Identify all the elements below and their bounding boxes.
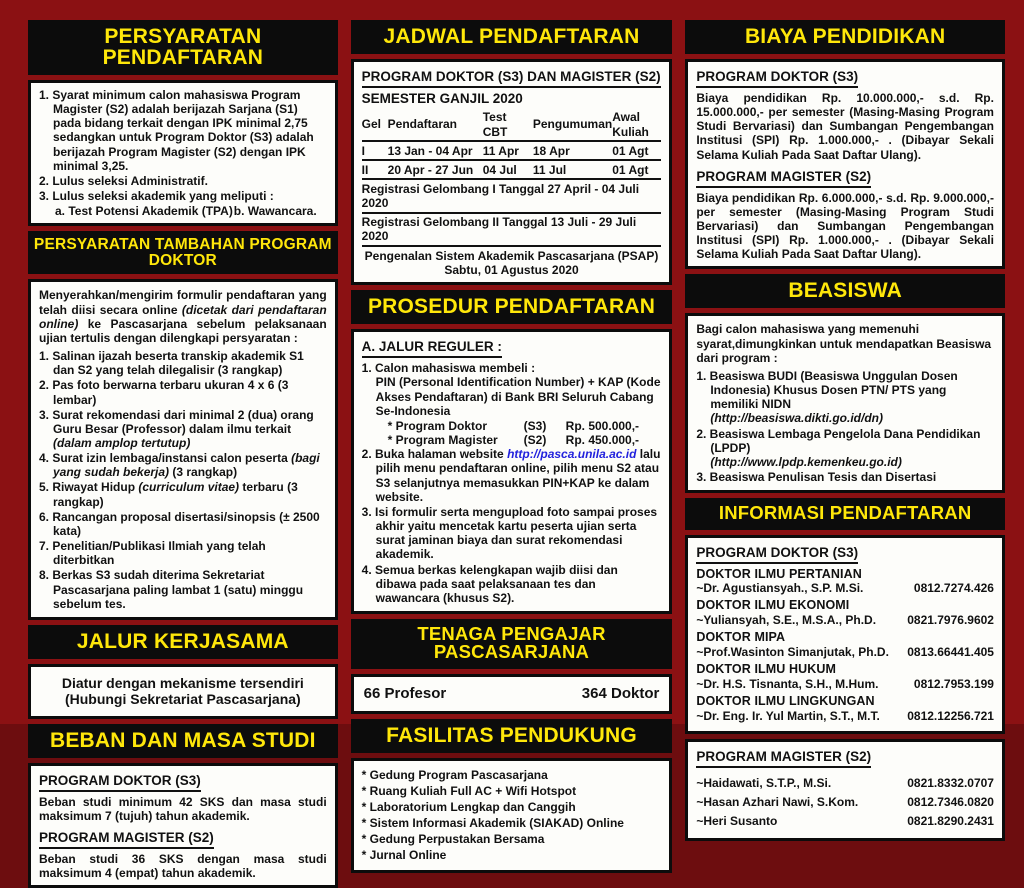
price-program: * Program Doktor [387,418,488,433]
section-header-persyaratan-pendaftaran: PERSYARATAN PENDAFTARAN [28,20,338,75]
jadwal-table-row [362,141,662,160]
contact-program: DOKTOR ILMU EKONOMI [696,598,850,613]
contact-program: DOKTOR ILMU LINGKUNGAN [696,694,875,709]
scholarship-url: (http://beasiswa.dikti.go.id/dn) [710,411,883,426]
col-gel: Gel [362,109,388,141]
profesor-count: 66 Profesor [363,684,447,702]
contact-program: DOKTOR ILMU HUKUM [696,662,836,677]
info-magister-panel [685,739,1005,841]
beasiswa-item: 3. Beasiswa Penulisan Tesis dan Disertasi [696,469,937,484]
right-column [685,20,1005,829]
col-pendaftaran: Pendaftaran [388,109,483,141]
prosedur-item-4: 4. Semua berkas kelengkapan wajib diisi dan dibawa pada saat pelaksanaan tes dan wawancara (khusus S2). [361,562,618,605]
contact-phone: 0821.8332.0707 [907,776,994,790]
beasiswa-item: 2. Beasiswa Lembaga Pengelola Dana Pendidikan (LPDP) (http://www.lpdp.kemenkeu.go.id) [696,426,981,469]
beasiswa-intro: Bagi calon mahasiswa yang memenuhi syarat,dimungkinkan untuk mendapatkan Beasiswa dari program : [696,322,992,365]
contact-entry [696,598,994,627]
contact-program: DOKTOR MIPA [696,630,786,645]
website-link[interactable]: http://pasca.unila.ac.id [507,447,637,462]
contact-entry [696,630,994,659]
contact-name: ~Dr. Agustiansyah., S.P. M.Si. [696,581,864,596]
persyaratan-items [39,88,327,203]
contact-name: ~Heri Susanto [696,814,778,829]
price-amount: Rp. 500.000,- [565,418,640,433]
section-header-tenaga-pengajar: TENAGA PENGAJAR PASCASARJANA [351,619,673,669]
tambahan-item: 6. Rancangan proposal disertasi/sinopsis (± 2500 kata) [39,509,320,538]
contact-row [696,776,994,790]
price-row [362,433,662,447]
section-header-jadwal-pendaftaran: JADWAL PENDAFTARAN [351,20,673,54]
section-header-beasiswa: BEASISWA [685,274,1005,308]
registrasi-gelombang-2: Registrasi Gelombang II Tanggal 13 Juli - 29 Juli 2020 [362,214,662,247]
cell-test-cbt: 11 Apr [483,141,533,160]
doktor-count: 364 Doktor [581,684,660,702]
info-magister-heading: PROGRAM MAGISTER (S2) [696,749,871,768]
beasiswa-panel [685,313,1005,493]
fasilitas-pendukung-panel [351,758,673,873]
cell-pengumuman: 11 Jul [533,160,612,179]
tambahan-items [39,349,327,611]
contact-row [696,645,994,659]
requirement-item: 2. Lulus seleksi Administratif. [39,173,208,188]
beban-masa-studi-panel [28,763,338,888]
beasiswa-item: 1. Beasiswa BUDI (Beasiswa Unggulan Dosen Indonesia) Khusus Dosen PTN/ PTS yang memiliki NIDN (http://beasiswa.dikti.go.id/dn) [696,368,958,426]
fasilitas-item: * Laboratorium Lengkap dan Canggih [361,799,576,814]
left-column [28,20,338,881]
contact-row [696,795,994,809]
jadwal-pendaftaran-panel [351,59,673,285]
section-header-prosedur-pendaftaran: PROSEDUR PENDAFTARAN [351,290,673,324]
contact-row [696,709,994,723]
prosedur-item-1: 1. Calon mahasiswa membeli : PIN (Personal Identification Number) + KAP (Kode Akses Pendaftaran) di Bank BRI Seluruh Cabang Se-Indonesia [361,361,661,418]
jadwal-table-body [362,141,662,179]
prosedur-item-3: 3. Isi formulir serta mengupload foto sampai proses akhir yaitu mencetak kartu peserta ujian serta surat jaminan biaya dan surat rekomendasi akademik. [361,504,658,562]
contact-name: ~Yuliansyah, S.E., M.S.A., Ph.D. [696,613,877,628]
persyaratan-pendaftaran-panel [28,80,338,226]
price-amount: Rp. 450.000,- [565,433,640,448]
contact-name: ~Dr. Eng. Ir. Yul Martin, S.T., M.T. [696,708,880,723]
jalur-line2: (Hubungi Sekretariat Pascasarjana) [64,691,301,708]
col-awal-kuliah: Awal Kuliah [612,109,661,141]
cell-gel: II [362,160,388,179]
contact-entry [696,567,994,596]
tambahan-item: 4. Surat izin lembaga/instansi calon peserta (bagi yang sudah bekerja) (3 rangkap) [39,451,320,480]
price-code: (S2) [523,433,547,448]
psap-line2: Sabtu, 01 Agustus 2020 [444,263,579,278]
contact-phone: 0812.7346.0820 [907,795,994,810]
magister-contact-list [696,776,994,828]
subitem-wawancara: b. Wawancara. [233,204,317,219]
beban-doktor-text: Beban studi minimum 42 SKS dan masa studi maksimum 7 (tujuh) tahun akademik. [39,794,327,823]
contact-row [696,581,994,595]
contact-name: ~Hasan Azhari Nawi, S.Kom. [696,795,859,810]
cell-pendaftaran: 13 Jan - 04 Apr [388,141,483,160]
section-header-beban-masa-studi: BEBAN DAN MASA STUDI [28,724,338,758]
section-header-biaya-pendidikan: BIAYA PENDIDIKAN [685,20,1005,54]
seleksi-akademik-subitems [39,204,327,218]
registrasi-gelombang-1: Registrasi Gelombang I Tanggal 27 April - 04 Juli 2020 [362,180,662,213]
biaya-magister-text: Biaya pendidikan Rp. 6.000.000,- s.d. Rp. 9.000.000,- per semester (Masing-Masing Program Studi Bervariasi) dan Sumbangan Pengembangan Institusi (SPI) Rp. 1.000.000,- . (Dibayar Sekali Selama Kuliah Pada Saat Daftar Ulang). [696,190,994,262]
contact-phone: 0821.7976.9602 [907,613,994,628]
jadwal-subtitle-semester: SEMESTER GANJIL 2020 [361,90,523,106]
jalur-kerjasama-panel [28,664,338,719]
jalur-reguler-heading: A. JALUR REGULER : [362,339,502,358]
contact-phone: 0821.8290.2431 [907,814,994,829]
section-header-persyaratan-tambahan: PERSYARATAN TAMBAHAN PROGRAM DOKTOR [28,231,338,274]
scholarship-url: (http://www.lpdp.kemenkeu.go.id) [710,454,902,469]
cell-pendaftaran: 20 Apr - 27 Jun [388,160,483,179]
fasilitas-item: * Gedung Perpustakan Bersama [361,832,545,847]
requirement-item: 1. Syarat minimum calon mahasiswa Program Magister (S2) adalah berijazah Sarjana (S1) pada bidang terkait dengan IPK minimal 2,75 sedangkan untuk Program Doktor (S3) adalah berijazah Program Magister (S2) dengan IPK minimal 3,25. [39,88,314,173]
cell-awal-kuliah: 01 Agt [612,141,661,160]
fasilitas-item: * Ruang Kuliah Full AC + Wifi Hotspot [361,783,577,798]
biaya-doktor-text: Biaya pendidikan Rp. 10.000.000,- s.d. Rp. 15.000.000,- per semester (Masing-Masing Program Studi Bervariasi) dan Sumbangan Pengembangan Institusi (SPI) Rp. 1.000.000,- . (Dibayar Sekali Selama Kuliah Pada Saat Daftar Ulang). [696,90,994,162]
jadwal-table-header-row [362,109,662,141]
cell-gel: I [362,141,388,160]
contact-row [696,613,994,627]
jadwal-subtitle-program: PROGRAM DOKTOR (S3) DAN MAGISTER (S2) [362,69,661,88]
contact-phone: 0813.66441.405 [907,645,994,660]
col-pengumuman: Pengumuman [533,109,612,141]
beban-magister-heading: PROGRAM MAGISTER (S2) [39,830,214,849]
beban-doktor-heading: PROGRAM DOKTOR (S3) [39,773,201,792]
section-header-jalur-kerjasama: JALUR KERJASAMA [28,625,338,659]
contact-name: ~Prof.Wasinton Simanjutak, Ph.D. [696,645,889,660]
contact-phone: 0812.7953.199 [913,677,994,692]
fasilitas-item: * Sistem Informasi Akademik (SIAKAD) Online [361,816,624,831]
contact-name: ~Haidawati, S.T.P., M.Si. [696,776,832,790]
contact-row [696,814,994,828]
beasiswa-items [696,369,994,484]
biaya-magister-heading: PROGRAM MAGISTER (S2) [696,169,871,188]
subitem-tpa: a. Test Potensi Akademik (TPA) [55,204,233,219]
cell-pengumuman: 18 Apr [533,141,612,160]
prosedur-item-2: 2. Buka halaman website http://pasca.unila.ac.id lalu pilih menu pendaftaran online, pilih menu S2 atau S3 selanjutnya memasukkan PIN+KAP ke dalam website. [361,447,661,504]
section-header-informasi-pendaftaran: INFORMASI PENDAFTARAN [685,498,1005,530]
col-test-cbt: Test CBT [483,109,533,141]
contact-row [696,677,994,691]
contact-phone: 0812.12256.721 [907,708,994,723]
tambahan-item: 3. Surat rekomendasi dari minimal 2 (dua) orang Guru Besar (Professor) dalam ilmu terkait (dalam amplop tertutup) [39,407,314,450]
contact-entry [696,662,994,691]
contact-program: DOKTOR ILMU PERTANIAN [696,566,862,581]
cell-awal-kuliah: 01 Agt [612,160,661,179]
cell-test-cbt: 04 Jul [483,160,533,179]
tambahan-item: 7. Penelitian/Publikasi Ilmiah yang telah diterbitkan [39,539,266,568]
middle-column [351,20,673,863]
tambahan-item: 8. Berkas S3 sudah diterima Sekretariat Pascasarjana paling lambat 1 (satu) minggu sebelum tes. [39,568,304,611]
requirement-item: 3. Lulus seleksi akademik yang meliputi : [39,189,274,204]
fasilitas-item: * Gedung Program Pascasarjana [361,767,548,782]
psap-line1: Pengenalan Sistem Akademik Pascasarjana (PSAP) [364,249,659,264]
contact-entry [696,694,994,723]
section-header-fasilitas-pendukung: FASILITAS PENDUKUNG [351,719,673,753]
price-code: (S3) [523,418,547,433]
contact-name: ~Dr. H.S. Tisnanta, S.H., M.Hum. [696,677,879,692]
persyaratan-tambahan-panel [28,279,338,619]
tambahan-item: 2. Pas foto berwarna terbaru ukuran 4 x 6 (3 lembar) [39,378,289,407]
tenaga-pengajar-panel [351,674,673,714]
beban-magister-text: Beban studi 36 SKS dengan masa studi maksimum 4 (empat) tahun akademik. [39,852,327,881]
info-doktor-panel [685,535,1005,734]
price-row [362,419,662,433]
price-list [362,419,662,447]
biaya-pendidikan-panel [685,59,1005,269]
tambahan-item: 1. Salinan ijazah beserta transkip akademik S1 dan S2 yang telah dilegalisir (3 rangkap) [39,349,304,378]
jadwal-table-row [362,160,662,179]
tambahan-intro: Menyerahkan/mengirim formulir pendaftaran yang telah diisi secara online (dicetak dari pendaftaran online) ke Pascasarjana sebelum pelaksanaan ujian tertulis dengan dilengkapi persyaratan : [39,288,327,345]
price-program: * Program Magister [387,433,498,448]
jalur-line1: Diatur dengan mekanisme tersendiri [61,674,304,691]
fasilitas-item: * Jurnal Online [361,848,447,863]
prosedur-pendaftaran-panel [351,329,673,614]
jadwal-table [362,109,662,181]
contact-phone: 0812.7274.426 [913,581,994,596]
info-doktor-heading: PROGRAM DOKTOR (S3) [696,545,858,564]
doktor-contact-list [696,567,994,724]
tambahan-item: 5. Riwayat Hidup (curriculum vitae) terbaru (3 rangkap) [39,480,298,509]
biaya-doktor-heading: PROGRAM DOKTOR (S3) [696,69,858,88]
